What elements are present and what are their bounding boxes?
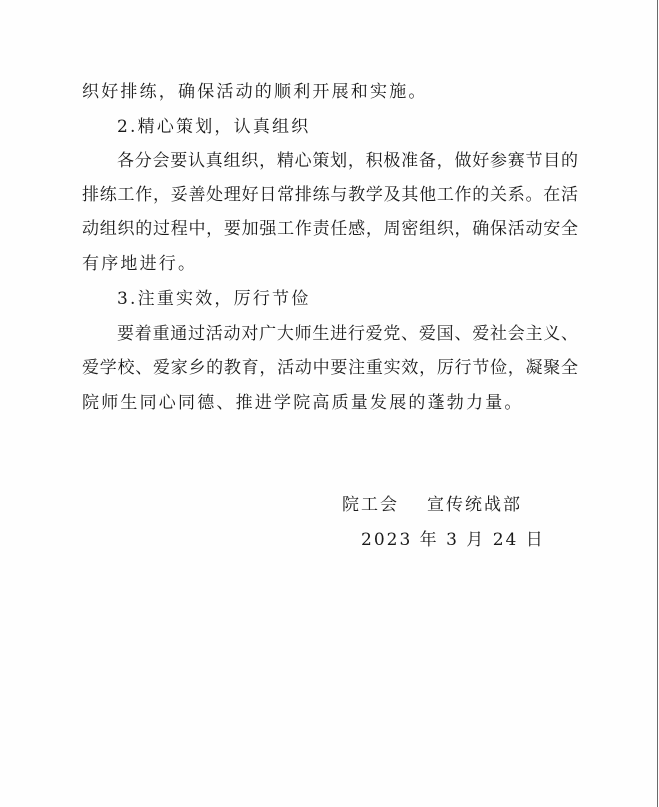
- paragraph-line: 要着重通过活动对广大师生进行爱党、爱国、爱社会主义、: [117, 324, 578, 344]
- section-heading-2: 2.精心策划，认真组织: [117, 117, 311, 137]
- signature-org-union: 院工会: [342, 495, 399, 515]
- paragraph-line: 动组织的过程中，要加强工作责任感，周密组织，确保活动安全: [82, 219, 578, 239]
- page-edge-divider: [657, 0, 658, 807]
- paragraph-line: 院师生同心同德、推进学院高质量发展的蓬勃力量。: [82, 393, 524, 413]
- paragraph-line: 有序地进行。: [82, 254, 198, 274]
- section-heading-3: 3.注重实效，厉行节俭: [117, 289, 311, 309]
- signature-date: 2023 年 3 月 24 日: [361, 530, 545, 550]
- paragraph-line: 爱学校、爱家乡的教育，活动中要注重实效，厉行节俭，凝聚全: [82, 358, 578, 378]
- signature-org-publicity: 宣传统战部: [427, 495, 522, 515]
- paragraph-line: 各分会要认真组织，精心策划，积极准备，做好参赛节目的: [117, 151, 578, 171]
- paragraph-line: 排练工作，妥善处理好日常排练与教学及其他工作的关系。在活: [82, 185, 578, 205]
- paragraph-line: 织好排练，确保活动的顺利开展和实施。: [82, 82, 428, 102]
